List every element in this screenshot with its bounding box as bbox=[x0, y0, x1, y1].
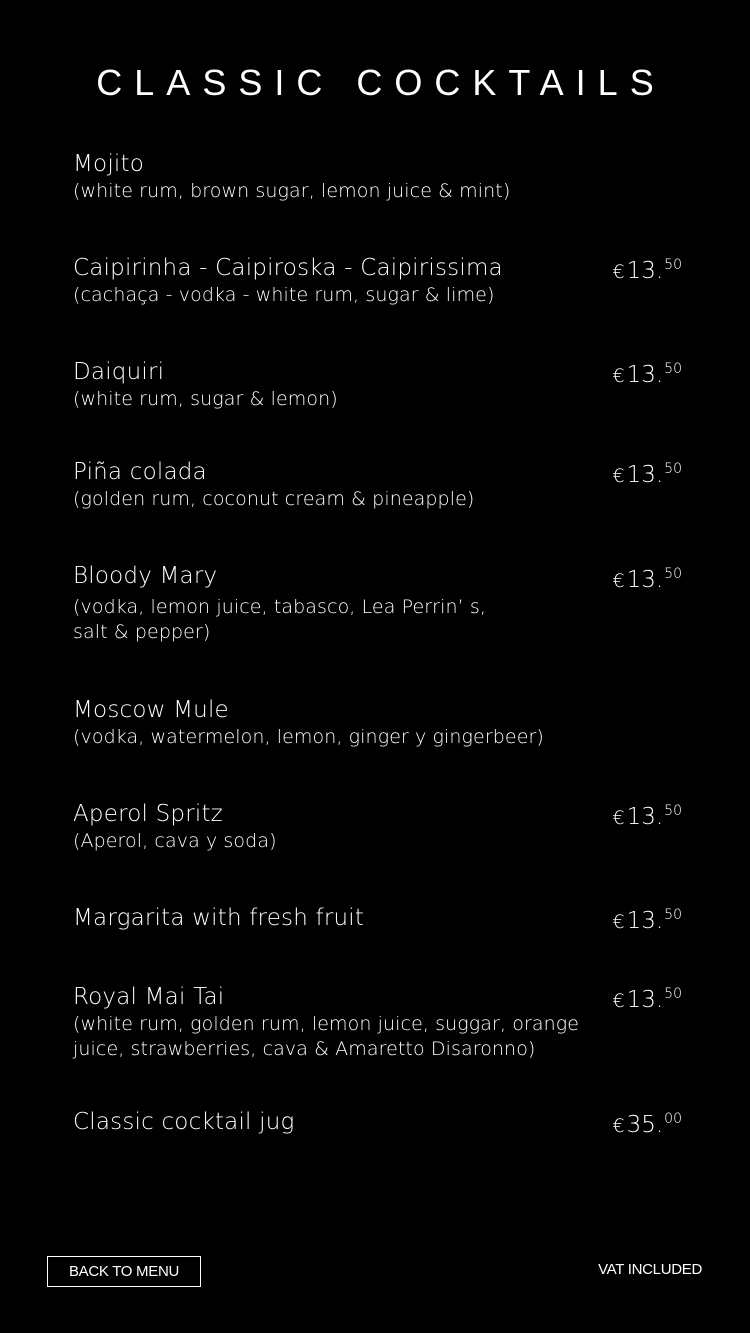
menu-item-bloody-mary bbox=[73, 561, 677, 645]
menu-item-mojito bbox=[73, 149, 677, 204]
item-description: (Aperol, cava y soda) bbox=[73, 830, 277, 852]
price-main: 13. bbox=[626, 362, 664, 388]
item-description: (golden rum, coconut cream & pineapple) bbox=[73, 488, 475, 510]
price-main: 13. bbox=[626, 804, 664, 830]
price-cents: 50 bbox=[664, 803, 682, 819]
item-name: Caipirinha - Caipiroska - Caipirissima bbox=[73, 255, 503, 281]
item-name: Aperol Spritz bbox=[73, 801, 223, 827]
item-name: Classic cocktail jug bbox=[73, 1109, 295, 1135]
menu-item-margarita bbox=[73, 903, 677, 933]
menu-item-caipirinha bbox=[73, 253, 677, 308]
item-price bbox=[613, 361, 683, 388]
price-main: 13. bbox=[626, 258, 664, 284]
item-price bbox=[613, 803, 683, 830]
menu-item-moscow-mule bbox=[73, 695, 677, 750]
item-description-line2: salt & pepper) bbox=[73, 621, 211, 643]
price-main: 35. bbox=[626, 1112, 664, 1138]
item-price bbox=[613, 461, 683, 488]
item-name: Piña colada bbox=[73, 459, 207, 485]
price-cents: 50 bbox=[664, 566, 682, 582]
currency-symbol: € bbox=[612, 365, 625, 387]
menu-item-aperol-spritz bbox=[73, 799, 677, 854]
currency-symbol: € bbox=[612, 261, 625, 283]
item-name: Royal Mai Tai bbox=[73, 984, 225, 1010]
vat-note: VAT INCLUDED bbox=[598, 1261, 702, 1278]
price-main: 13. bbox=[626, 567, 664, 593]
item-name: Daiquiri bbox=[73, 359, 165, 385]
menu-item-royal-mai-tai bbox=[73, 982, 677, 1062]
currency-symbol: € bbox=[612, 807, 625, 829]
menu-item-daiquiri bbox=[73, 357, 677, 412]
price-cents: 00 bbox=[664, 1111, 682, 1127]
item-price bbox=[613, 1111, 683, 1138]
item-description: (white rum, brown sugar, lemon juice & mint) bbox=[73, 180, 511, 202]
item-description: (cachaça - vodka - white rum, sugar & lime) bbox=[73, 284, 495, 306]
currency-symbol: € bbox=[612, 465, 625, 487]
item-name: Bloody Mary bbox=[73, 563, 218, 589]
price-cents: 50 bbox=[664, 257, 682, 273]
price-main: 13. bbox=[626, 908, 664, 934]
item-description: (vodka, lemon juice, tabasco, Lea Perrin’ s, bbox=[73, 596, 487, 618]
price-cents: 50 bbox=[664, 461, 682, 477]
item-description: (white rum, golden rum, lemon juice, suggar, orange bbox=[73, 1013, 580, 1035]
menu-item-cocktail-jug bbox=[73, 1107, 677, 1137]
page-title: CLASSIC COCKTAILS bbox=[96, 62, 666, 103]
back-to-menu-button[interactable]: BACK TO MENU bbox=[47, 1256, 201, 1287]
item-name: Margarita with fresh fruit bbox=[73, 905, 365, 931]
item-price bbox=[613, 907, 683, 934]
price-cents: 50 bbox=[664, 361, 682, 377]
item-description: (white rum, sugar & lemon) bbox=[73, 388, 338, 410]
item-description: (vodka, watermelon, lemon, ginger y gingerbeer) bbox=[73, 726, 544, 748]
currency-symbol: € bbox=[612, 990, 625, 1012]
item-description-line2: juice, strawberries, cava & Amaretto Disaronno) bbox=[73, 1038, 536, 1060]
currency-symbol: € bbox=[612, 1115, 625, 1137]
price-main: 13. bbox=[626, 987, 664, 1013]
item-price bbox=[613, 566, 683, 593]
price-cents: 50 bbox=[664, 986, 682, 1002]
item-price bbox=[613, 986, 683, 1013]
menu-item-pina-colada bbox=[73, 457, 677, 512]
item-name: Mojito bbox=[73, 151, 144, 177]
price-main: 13. bbox=[626, 462, 664, 488]
item-price bbox=[613, 257, 683, 284]
item-name: Moscow Mule bbox=[73, 697, 229, 723]
currency-symbol: € bbox=[612, 911, 625, 933]
currency-symbol: € bbox=[612, 570, 625, 592]
price-cents: 50 bbox=[664, 907, 682, 923]
